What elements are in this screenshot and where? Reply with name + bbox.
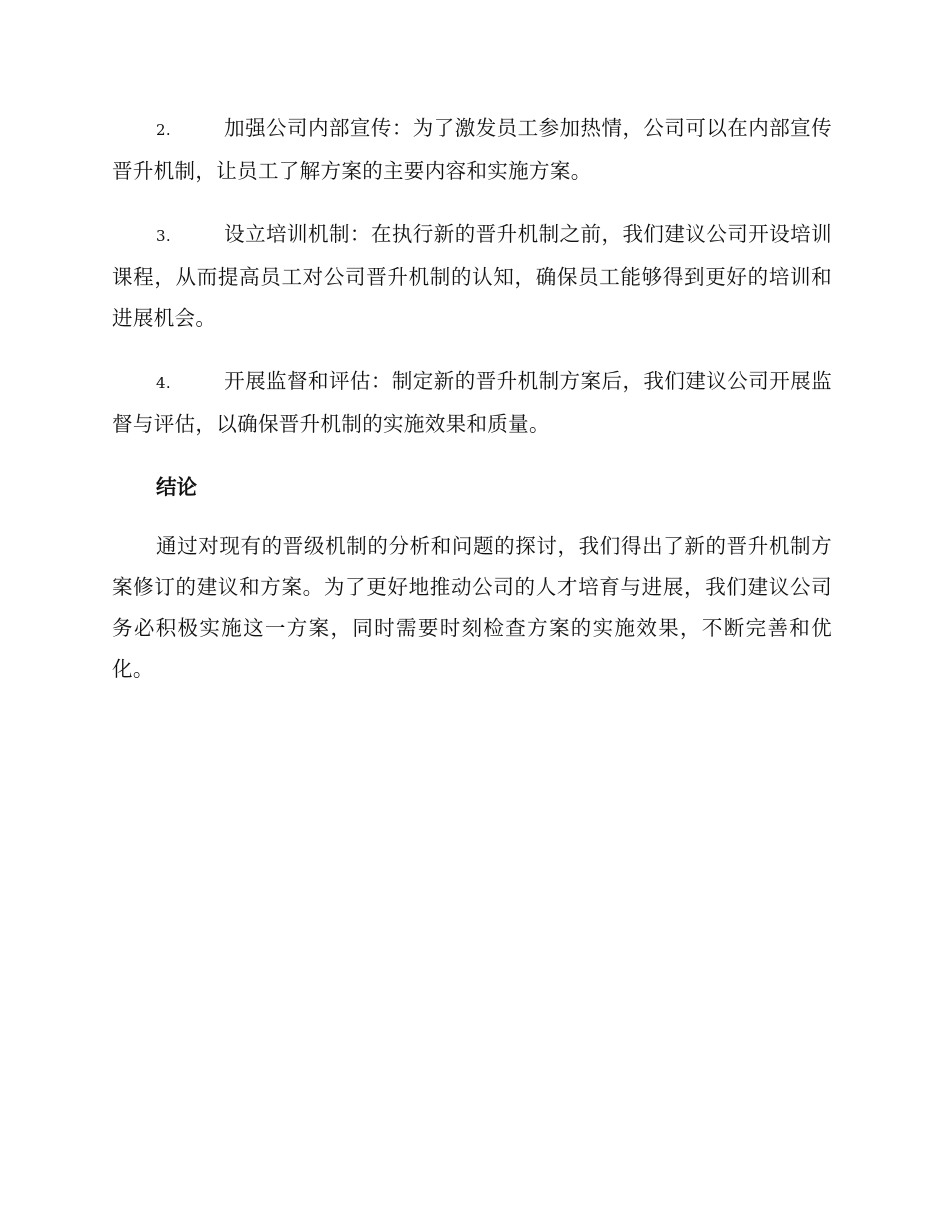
section-heading-conclusion: 结论 [156, 475, 197, 499]
list-item-number: 3. [156, 227, 172, 245]
list-item [112, 361, 832, 445]
list-item-number: 2. [156, 121, 172, 139]
list-item-text: 开展监督和评估：制定新的晋升机制方案后，我们建议公司开展监督与评估，以确保晋升机制的实施效果和质量。 [112, 369, 832, 436]
document-body [112, 108, 832, 690]
conclusion-paragraph: 通过对现有的晋级机制的分析和问题的探讨，我们得出了新的晋升机制方案修订的建议和方案。为了更好地推动公司的人才培育与进展，我们建议公司务必积极实施这一方案，同时需要时刻检查方案的实施效果，不断完善和优化。 [112, 534, 832, 681]
list-item-number: 4. [156, 374, 172, 392]
list-item-text: 设立培训机制：在执行新的晋升机制之前，我们建议公司开设培训课程，从而提高员工对公司晋升机制的认知，确保员工能够得到更好的培训和进展机会。 [112, 222, 832, 330]
list-item-text: 加强公司内部宣传：为了激发员工参加热情，公司可以在内部宣传晋升机制，让员工了解方案的主要内容和实施方案。 [112, 116, 832, 183]
list-item [112, 108, 832, 192]
list-item [112, 214, 832, 339]
